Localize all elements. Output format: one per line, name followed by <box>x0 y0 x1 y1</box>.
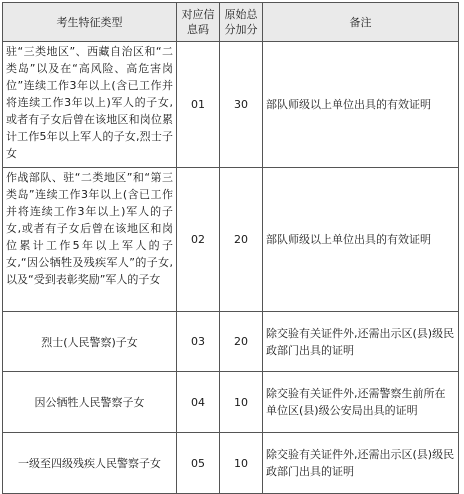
score-cell: 10 <box>220 433 263 494</box>
header-code: 对应信息码 <box>177 3 220 42</box>
table-row <box>3 42 459 168</box>
header-feature: 考生特征类型 <box>3 3 177 42</box>
note-cell: 除交验有关证件外,还需警察生前所在单位区(县)级公安局出具的证明 <box>263 372 459 433</box>
code-cell: 04 <box>177 372 220 433</box>
score-cell: 20 <box>220 312 263 372</box>
feature-cell: 一级至四级残疾人民警察子女 <box>3 433 177 494</box>
score-cell: 30 <box>220 42 263 168</box>
table-row <box>3 433 459 494</box>
code-cell: 03 <box>177 312 220 372</box>
feature-cell: 烈士(人民警察)子女 <box>3 312 177 372</box>
bonus-points-table <box>2 2 459 494</box>
table-header-row <box>3 3 459 42</box>
note-cell: 部队师级以上单位出具的有效证明 <box>263 42 459 168</box>
table-row <box>3 312 459 372</box>
table-row <box>3 168 459 312</box>
code-cell: 01 <box>177 42 220 168</box>
score-cell: 10 <box>220 372 263 433</box>
table-row <box>3 372 459 433</box>
code-cell: 05 <box>177 433 220 494</box>
feature-cell: 驻“三类地区”、西藏自治区和“二类岛”以及在“高风险、高危害岗位”连续工作3年以上(含已工作并将连续工作3年以上)军人的子女,或者有子女后曾在该地区和岗位累计工作5年以上军人的子女,烈士子女 <box>3 42 177 168</box>
note-cell: 除交验有关证件外,还需出示区(县)级民政部门出具的证明 <box>263 312 459 372</box>
code-cell: 02 <box>177 168 220 312</box>
note-cell: 除交验有关证件外,还需出示区(县)级民政部门出具的证明 <box>263 433 459 494</box>
feature-cell: 因公牺牲人民警察子女 <box>3 372 177 433</box>
note-cell: 部队师级以上单位出具的有效证明 <box>263 168 459 312</box>
score-cell: 20 <box>220 168 263 312</box>
header-note: 备注 <box>263 3 459 42</box>
header-score: 原始总分加分 <box>220 3 263 42</box>
feature-cell: 作战部队、驻“二类地区”和“第三类岛”连续工作3年以上(含已工作并将连续工作3年以上)军人的子女,或者有子女后曾在该地区和岗位累计工作5年以上军人的子女,“因公牺牲及残疾军人”的子女,以及“受到表彰奖励”军人的子女 <box>3 168 177 312</box>
